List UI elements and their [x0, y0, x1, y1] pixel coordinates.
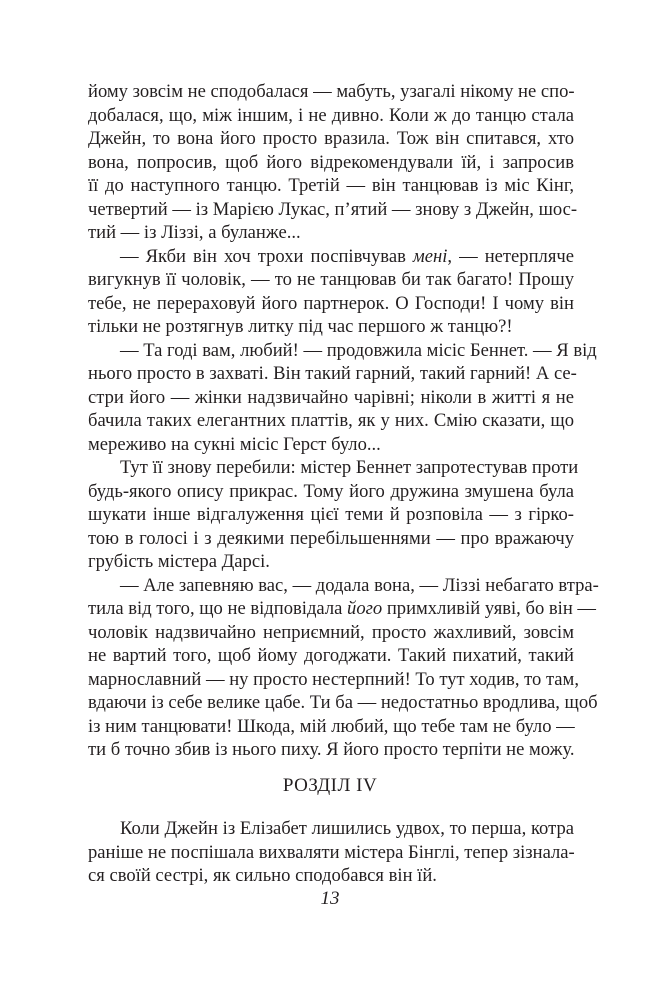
text-line: добалася, що, між іншим, і не дивно. Коли ж до танцю стала [88, 104, 574, 126]
text-line: ся своїй сестрі, як сильно сподобався він їй. [88, 865, 437, 886]
text-line: тою в голосі і з деякими перебільшеннями — про вражаючу [88, 527, 574, 549]
emphasis: мені [412, 245, 448, 267]
text-line: — Та годі вам, любий! — продовжила місіс Беннет. — Я від [120, 339, 597, 361]
text-line: Коли Джейн із Елізабет лишились удвох, то перша, котра [120, 818, 574, 839]
emphasis: його [347, 598, 383, 619]
text-line: шукати інше відгалуження цієї теми й розповіла — з гірко- [88, 504, 574, 525]
page-number: 13 [320, 888, 340, 909]
text-line: раніше не поспішала вихваляти містера Бінглі, тепер зізнала- [88, 841, 575, 863]
text-line: четвертий — із Марією Лукас, п’ятий — знову з Джейн, шос- [88, 198, 578, 220]
text-line: її до наступного танцю. Третій — він танцював із міс Кінг, [88, 175, 574, 196]
text-line: стри його — жінки надзвичайно чарівні; ніколи в житті я не [88, 386, 574, 408]
text-line: Джейн, то вона його просто вразила. Тож він спитався, хто [88, 128, 574, 149]
chapter-opening-paragraph [88, 817, 574, 888]
text-line: вигукнув її чоловік, — то не танцював би так багато! Прошу [88, 269, 574, 290]
text-line: будь-якого опису прикрас. Тому його дружина змушена була [88, 480, 574, 502]
text-line: із ним танцювати! Шкода, мій любий, що тебе там не було — [88, 715, 575, 737]
text-line: Тут її знову перебили: містер Беннет запротестував проти [120, 457, 579, 478]
text-line: тила від того, що не відповідала його примхливій уяві, бо він — [88, 598, 597, 619]
text-line: тільки не розтягнув литку під час першого ж танцю?! [88, 316, 513, 337]
text-line: тебе, не перераховуй його партнерок. О Господи! І чому він [88, 292, 574, 314]
text-line: вдаючи із себе велике цабе. Ти ба — недостатньо вродлива, щоб [88, 692, 598, 713]
text-line: тий — із Ліззі, а буланже... [88, 222, 301, 243]
text-line: — Якби він хоч трохи поспівчував мені, — нетерпляче [120, 245, 574, 267]
text-line: йому зовсім не сподобалася — мабуть, узагалі нікому не спо- [88, 81, 575, 102]
text-line: вона, попросив, щоб його відрекомендували їй, і запросив [88, 151, 574, 173]
text-line: — Але запевняю вас, — додала вона, — Ліззі небагато втра- [120, 574, 599, 596]
text-line: чоловік надзвичайно неприємний, просто жахливий, зовсім [88, 621, 574, 643]
text-line: нього просто в захваті. Він такий гарний, такий гарний! А се- [88, 363, 577, 384]
text-line: грубість містера Дарсі. [88, 551, 270, 572]
text-line: ти б точно збив із нього пиху. Я його просто терпіти не можу. [88, 739, 575, 760]
chapter-heading: РОЗДІЛ IV [282, 775, 378, 796]
text-line: не вартий того, щоб йому догоджати. Такий пихатий, такий [88, 645, 574, 666]
text-line: марнославний — ну просто нестерпний! То тут ходив, то там, [88, 668, 579, 690]
text-line: мереживо на сукні місіс Герст було... [88, 433, 381, 455]
main-text-block [88, 80, 599, 762]
text-line: бачила таких елегантних платтів, як у них. Смію сказати, що [88, 410, 574, 431]
